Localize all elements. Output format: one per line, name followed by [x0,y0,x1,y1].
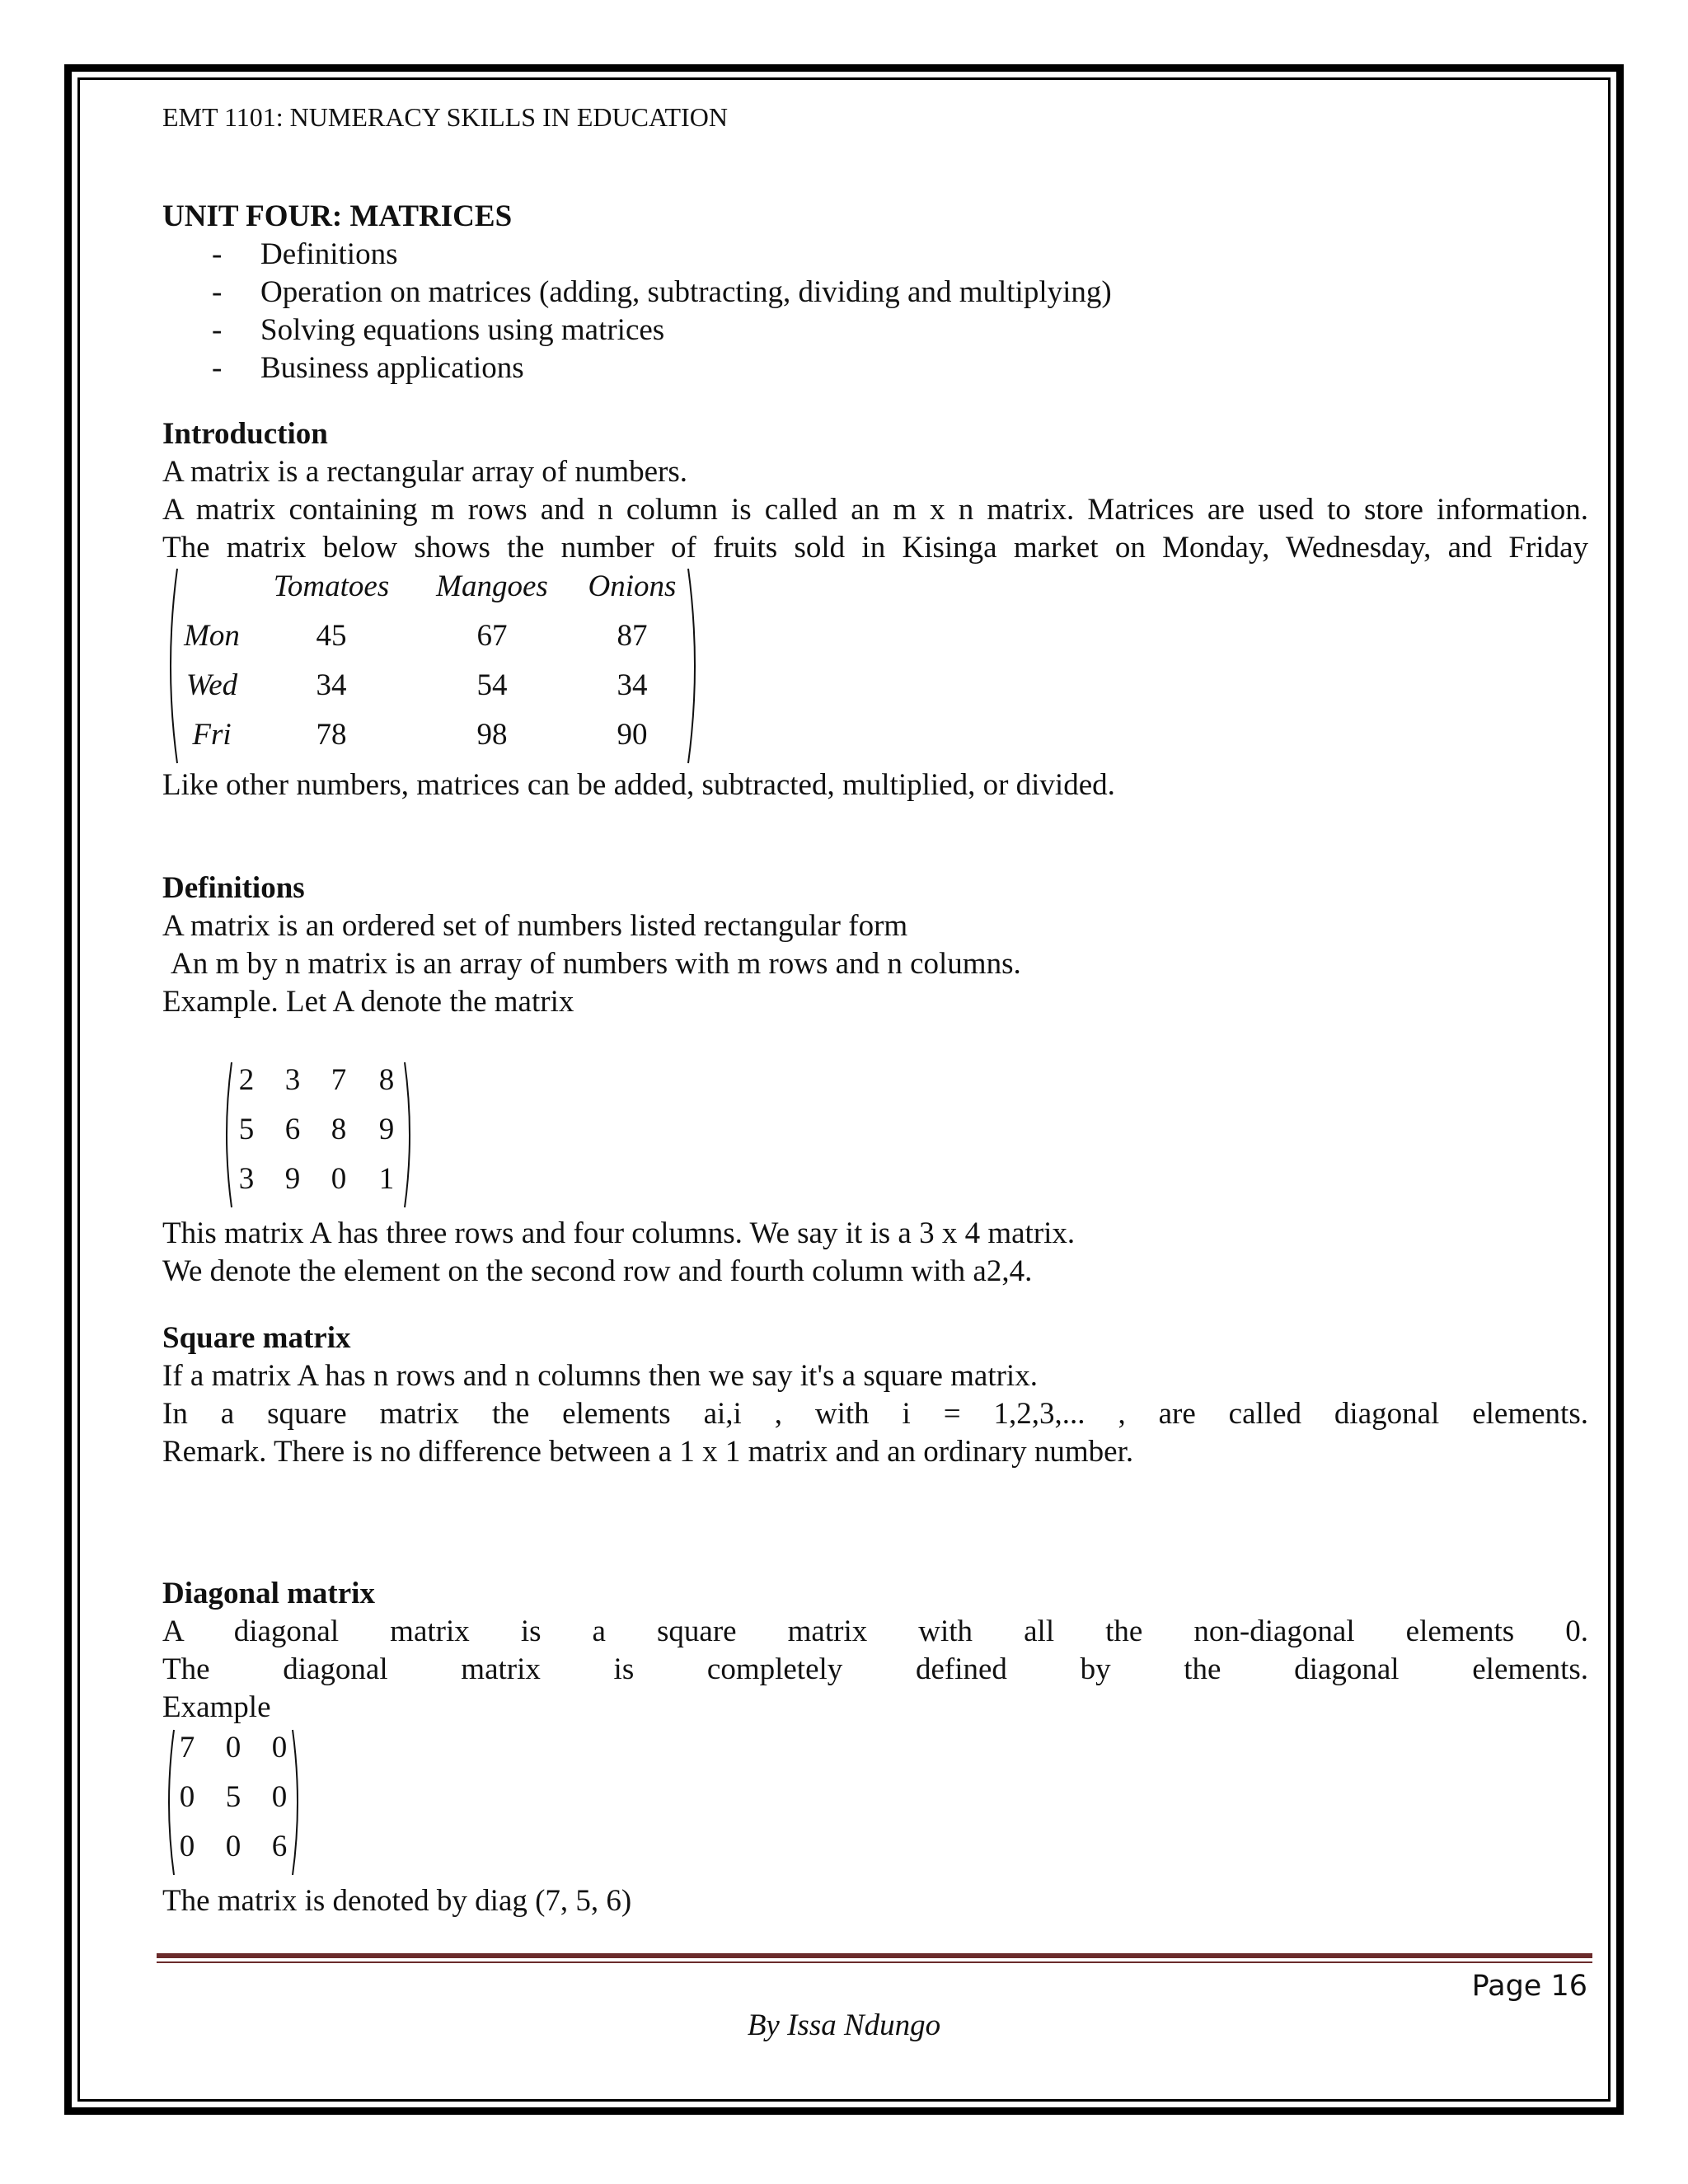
row-label: Wed [185,668,238,702]
matrix-cell: 8 [378,1063,395,1097]
bullet-dash: - [212,313,223,347]
left-parenthesis [162,567,179,765]
square-matrix-paragraph: If a matrix A has n rows and n columns then we say it's a square matrix. [162,1359,1038,1393]
matrix-cell: 78 [316,718,347,752]
unit-title: UNIT FOUR: MATRICES [162,199,513,233]
matrix-cell: 7 [331,1063,347,1097]
matrix-cell: 8 [331,1113,347,1146]
matrix-cell: 1 [378,1162,395,1196]
footer-rule [157,1953,1592,1958]
matrix-cell: 98 [476,718,508,752]
matrix-cell: 0 [179,1830,195,1863]
matrix-cell: 3 [238,1162,255,1196]
matrix-cell: 6 [271,1830,288,1863]
definitions-paragraph: Example. Let A denote the matrix [162,985,574,1019]
bullet-text: Business applications [260,351,524,385]
row-label: Mon [184,619,240,653]
bullet-text: Definitions [260,237,398,271]
matrix-cell: 0 [271,1731,288,1765]
matrix-cell: 0 [271,1780,288,1814]
matrix-cell: 54 [476,668,508,702]
matrix-cell: 9 [378,1113,395,1146]
row-label: Fri [192,718,232,752]
definitions-paragraph: We denote the element on the second row and fourth column with a2,4. [162,1254,1033,1288]
bullet-dash: - [212,275,223,309]
definitions-heading: Definitions [162,871,305,905]
matrix-cell: 90 [617,718,648,752]
column-header: Mangoes [436,569,548,603]
definitions-paragraph: This matrix A has three rows and four columns. We say it is a 3 x 4 matrix. [162,1216,1076,1250]
definitions-paragraph: A matrix is an ordered set of numbers listed rectangular form [162,909,908,943]
matrix-cell: 0 [225,1731,241,1765]
matrix-cell: 87 [617,619,648,653]
square-matrix-heading: Square matrix [162,1321,351,1355]
diagonal-matrix-paragraph: The diagonal matrix is completely defined by the diagonal elements. [162,1652,1588,1686]
footer-rule-thin [157,1961,1592,1963]
square-matrix-paragraph: In a square matrix the elements ai,i , with i = 1,2,3,... , are called diagonal elements. [162,1397,1588,1431]
bullet-text: Solving equations using matrices [260,313,665,347]
matrix-cell: 34 [316,668,347,702]
definitions-paragraph: An m by n matrix is an array of numbers with m rows and n columns. [171,947,1021,981]
matrix-cell: 5 [238,1113,255,1146]
matrix-cell: 0 [179,1780,195,1814]
diagonal-matrix-paragraph: The matrix is denoted by diag (7, 5, 6) [162,1884,632,1918]
matrix-cell: 0 [225,1830,241,1863]
matrix-cell: 7 [179,1731,195,1765]
bullet-dash: - [212,237,223,271]
intro-heading: Introduction [162,417,328,451]
footer-author: By Issa Ndungo [747,2008,941,2042]
matrix-a [220,1061,418,1209]
column-header: Onions [588,569,677,603]
intro-paragraph: The matrix below shows the number of fruits sold in Kisinga market on Monday, Wednesday, and Friday [162,531,1588,565]
course-header: EMT 1101: NUMERACY SKILLS IN EDUCATION [162,102,728,132]
page-number: Page 16 [1471,1970,1587,2003]
matrix-cell: 45 [316,619,347,653]
matrix-cell: 67 [476,619,508,653]
matrix-cell: 3 [284,1063,301,1097]
matrix-cell: 9 [284,1162,301,1196]
diagonal-matrix-paragraph: Example [162,1690,271,1724]
fruit-sales-matrix [162,567,706,765]
matrix-cell: 34 [617,668,648,702]
diagonal-matrix [162,1728,307,1877]
intro-paragraph: Like other numbers, matrices can be added, subtracted, multiplied, or divided. [162,768,1115,802]
matrix-cell: 0 [331,1162,347,1196]
matrix-cell: 5 [225,1780,241,1814]
matrix-cell: 6 [284,1113,301,1146]
square-matrix-paragraph: Remark. There is no difference between a 1 x 1 matrix and an ordinary number. [162,1435,1134,1469]
column-header: Tomatoes [273,569,390,603]
matrix-cell: 2 [238,1063,255,1097]
intro-paragraph: A matrix is a rectangular array of numbers. [162,455,687,489]
diagonal-matrix-heading: Diagonal matrix [162,1577,375,1610]
intro-paragraph: A matrix containing m rows and n column is called an m x n matrix. Matrices are used to store information. [162,493,1588,527]
right-parenthesis [403,1061,416,1209]
bullet-dash: - [212,351,223,385]
bullet-text: Operation on matrices (adding, subtracting, dividing and multiplying) [260,275,1112,309]
diagonal-matrix-paragraph: A diagonal matrix is a square matrix with all the non-diagonal elements 0. [162,1615,1588,1648]
